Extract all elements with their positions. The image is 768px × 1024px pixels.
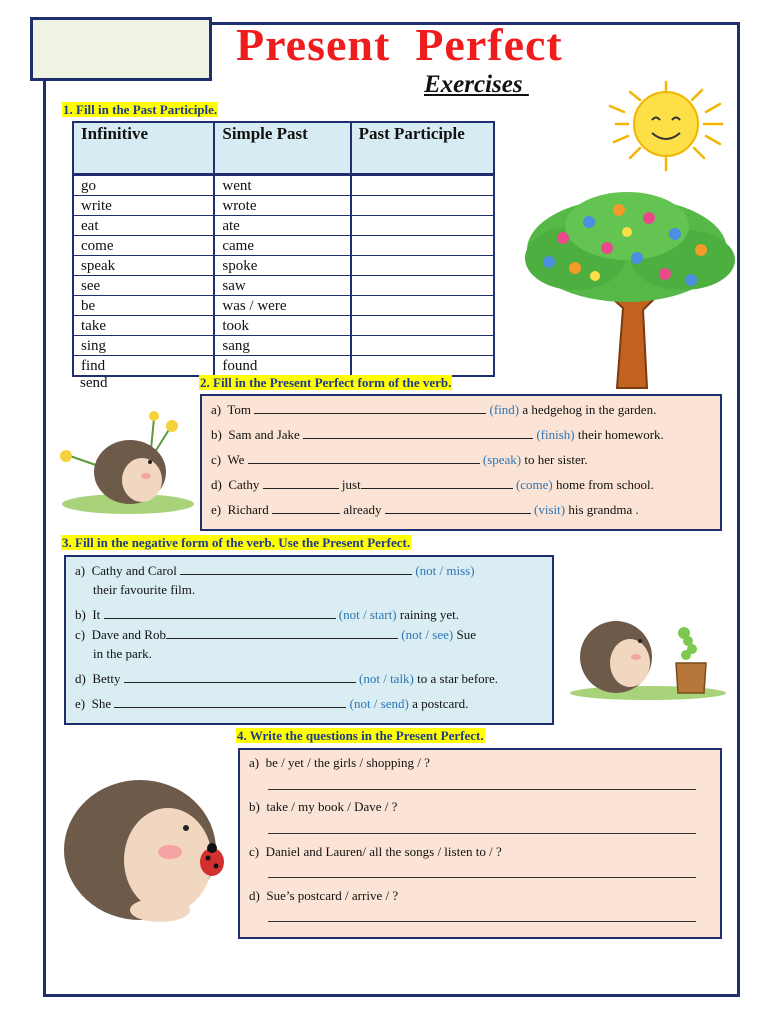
infinitive-cell: take — [73, 316, 214, 336]
infinitive-cell: be — [73, 296, 214, 316]
exercise3-heading: 3. Fill in the negative form of the verb. Use the Present Perfect. — [62, 535, 411, 550]
table-overflow-row: send — [80, 375, 108, 391]
exercise2-box — [200, 394, 722, 531]
answer-line[interactable] — [268, 833, 696, 834]
past-participle-input[interactable] — [351, 236, 494, 256]
exercise2-item-a: a) Tom (find) a hedgehog in the garden. — [211, 402, 657, 417]
simple-past-cell: was / were — [214, 296, 350, 316]
answer-blank[interactable] — [114, 696, 346, 708]
past-participle-input[interactable] — [351, 196, 494, 216]
answer-line[interactable] — [268, 877, 696, 878]
simple-past-cell: took — [214, 316, 350, 336]
exercise1-heading: 1. Fill in the Past Participle. — [63, 102, 218, 117]
exercise4-box — [238, 748, 722, 939]
past-participle-input[interactable] — [351, 356, 494, 377]
exercise4-item-c: c) Daniel and Lauren/ all the songs / listen to / ? — [249, 844, 502, 859]
infinitive-cell: go — [73, 175, 214, 196]
infinitive-cell: write — [73, 196, 214, 216]
infinitive-cell: eat — [73, 216, 214, 236]
exercise4-item-b: b) take / my book / Dave / ? — [249, 799, 398, 814]
page-title: Present Perfect — [236, 19, 563, 70]
infinitive-cell: come — [73, 236, 214, 256]
tree-illustration — [515, 188, 740, 388]
answer-blank[interactable] — [272, 502, 340, 514]
exercise3-item-c: c) Dave and Rob (not / see) Sue — [75, 627, 476, 642]
exercise2-item-e: e) Richard already (visit) his grandma . — [211, 502, 639, 517]
table-row — [73, 236, 494, 256]
answer-blank[interactable] — [385, 502, 531, 514]
answer-line[interactable] — [268, 789, 696, 790]
answer-blank[interactable] — [303, 427, 533, 439]
table-row — [73, 296, 494, 316]
name-box[interactable] — [30, 17, 212, 81]
table-row — [73, 175, 494, 196]
simple-past-cell: wrote — [214, 196, 350, 216]
simple-past-cell: saw — [214, 276, 350, 296]
exercise2-item-d: d) Cathy just (come) home from school. — [211, 477, 654, 492]
verb-table — [72, 121, 495, 377]
past-participle-input[interactable] — [351, 216, 494, 236]
column-header: Simple Past — [214, 122, 350, 175]
table-row — [73, 316, 494, 336]
simple-past-cell: sang — [214, 336, 350, 356]
page-subtitle: Exercises — [424, 71, 529, 98]
simple-past-cell: found — [214, 356, 350, 377]
table-row — [73, 336, 494, 356]
exercise3-item-e: e) She (not / send) a postcard. — [75, 696, 469, 711]
exercise3-item-a: a) Cathy and Carol (not / miss) — [75, 563, 475, 578]
table-row — [73, 216, 494, 236]
exercise2-item-b: b) Sam and Jake (finish) their homework. — [211, 427, 664, 442]
past-participle-input[interactable] — [351, 336, 494, 356]
answer-blank[interactable] — [248, 452, 480, 464]
past-participle-input[interactable] — [351, 256, 494, 276]
column-header: Past Participle — [351, 122, 494, 175]
table-row — [73, 276, 494, 296]
exercise4-item-a: a) be / yet / the girls / shopping / ? — [249, 755, 430, 770]
past-participle-input[interactable] — [351, 316, 494, 336]
simple-past-cell: ate — [214, 216, 350, 236]
exercise3-item-b: b) It (not / start) raining yet. — [75, 607, 460, 622]
hedgehog-with-ladybird-illustration — [52, 770, 237, 930]
exercise3-item-a-continued: their favourite film. — [93, 582, 196, 597]
hedgehog-with-flower-illustration — [50, 400, 200, 520]
answer-blank[interactable] — [361, 477, 513, 489]
column-header: Infinitive — [73, 122, 214, 175]
hedgehog-with-caterpillar-illustration — [568, 605, 733, 705]
simple-past-cell: came — [214, 236, 350, 256]
answer-blank[interactable] — [263, 477, 339, 489]
table-header-row — [73, 122, 494, 175]
exercise4-heading: 4. Write the questions in the Present Perfect. — [237, 728, 484, 743]
answer-blank[interactable] — [254, 402, 486, 414]
infinitive-cell: sing — [73, 336, 214, 356]
exercise2-item-c: c) We (speak) to her sister. — [211, 452, 588, 467]
exercise4-item-d: d) Sue’s postcard / arrive / ? — [249, 888, 399, 903]
infinitive-cell: speak — [73, 256, 214, 276]
table-row — [73, 256, 494, 276]
simple-past-cell: spoke — [214, 256, 350, 276]
exercise3-box — [64, 555, 554, 725]
exercise3-item-d: d) Betty (not / talk) to a star before. — [75, 671, 499, 686]
exercise2-heading: 2. Fill in the Present Perfect form of the verb. — [200, 375, 452, 390]
answer-blank[interactable] — [166, 627, 398, 639]
sun-illustration — [602, 78, 732, 188]
answer-line[interactable] — [268, 921, 696, 922]
past-participle-input[interactable] — [351, 175, 494, 196]
infinitive-cell: find — [73, 356, 214, 377]
past-participle-input[interactable] — [351, 296, 494, 316]
answer-blank[interactable] — [104, 607, 336, 619]
table-row — [73, 356, 494, 377]
table-row — [73, 196, 494, 216]
past-participle-input[interactable] — [351, 276, 494, 296]
infinitive-cell: see — [73, 276, 214, 296]
simple-past-cell: went — [214, 175, 350, 196]
answer-blank[interactable] — [124, 671, 356, 683]
exercise3-item-c-continued: in the park. — [93, 646, 152, 661]
answer-blank[interactable] — [180, 563, 412, 575]
